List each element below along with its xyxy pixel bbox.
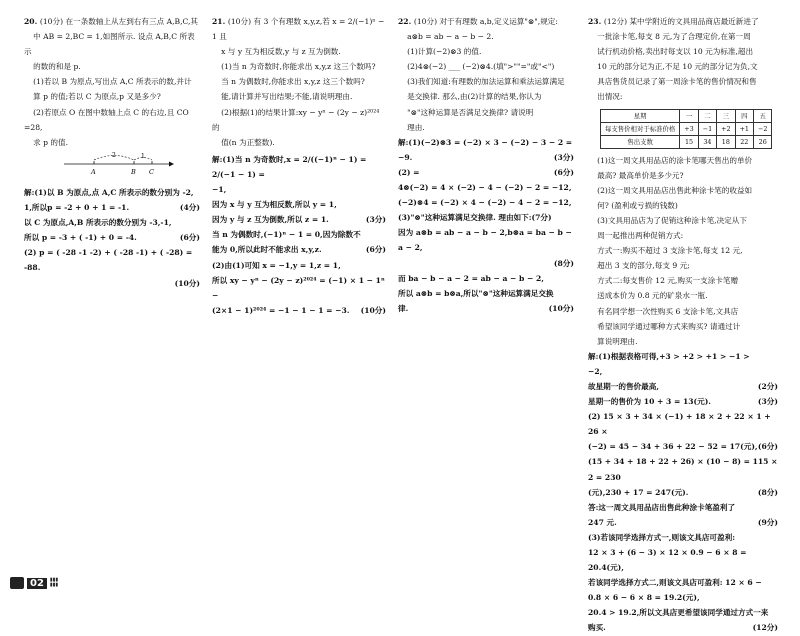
table-cell: 18 — [717, 135, 735, 148]
solution-text: −9. — [398, 152, 413, 162]
solution-text: 解:(1)(−2)⊗3 = (−2) × 3 − (−2) − 3 − 2 = — [398, 137, 573, 147]
question-line: 有名同学想一次性购买 6 支涂卡笔,文具店 — [597, 306, 739, 316]
solution-text: 当 n 为偶数时,(−1)ⁿ − 1 = 0,因为除数不 — [212, 230, 361, 240]
solution-text: (元),230 + 17 = 247(元). — [588, 487, 689, 497]
score-mark: (10分) — [174, 278, 200, 288]
question-21 — [212, 14, 386, 318]
question-21-stem — [212, 14, 386, 150]
table-row — [601, 122, 772, 135]
solution-text: (2) p = ( -28 -1 -2) + ( -28 -1) + ( -28) = -88. — [24, 248, 193, 273]
question-line: 是交换律. 那么,由(2)计算的结果,你认为 — [407, 92, 542, 102]
question-line: x 与 y 互为相反数,y 与 z 互为倒数. — [221, 47, 341, 57]
table-cell: 星期 — [601, 109, 680, 122]
question-line: 能,请计算并写出结果;不能,请说明理由. — [221, 92, 353, 102]
question-22-stem — [398, 14, 574, 135]
solution-text: 12 × 3 + (6 − 3) × 12 × 0.9 − 6 × 8 = 20.4(元), — [588, 548, 747, 573]
score-mark: (6分) — [179, 233, 200, 243]
score-mark: (9分) — [757, 517, 778, 527]
question-line: 当 n 为偶数时,你能求出 x,y,z 这三个数吗? — [221, 77, 365, 87]
table-cell: 一 — [680, 109, 698, 122]
question-line: (3)文具用品店为了促销这种涂卡笔,决定从下 — [597, 215, 747, 225]
solution-line — [588, 590, 778, 605]
question-23-stem — [588, 14, 778, 105]
table-cell: +3 — [680, 122, 698, 135]
solution-line — [212, 182, 386, 197]
score-mark: (3分) — [365, 215, 386, 225]
brand-logo-icon — [10, 577, 24, 589]
table-cell: +2 — [717, 122, 735, 135]
question-23 — [588, 14, 778, 636]
question-line: (2)4⊗(−2) ___ (−2)⊗4.(填">""="或"<") — [407, 62, 555, 72]
question-line: (1)当 n 为奇数时,你能求出 x,y,z 这三个数吗? — [221, 62, 376, 72]
question-line: "⊗"这种运算是否满足交换律? 请说明 — [407, 107, 534, 117]
solution-line — [24, 185, 200, 200]
solution-text: 解:(1)当 n 为奇数时,x = 2/((−1)ⁿ − 1) = 2/(−1 − 1) = — [212, 154, 367, 179]
solution-line — [212, 242, 386, 257]
page-number: 02 — [27, 578, 47, 589]
solution-text: 所以 a⊗b = b⊗a,所以"⊗"这种运算满足交换 — [398, 288, 554, 298]
question-line: 出情况: — [597, 92, 623, 102]
question-line: 算 p 的值;若以 C 为原点,p 又是多少? — [33, 92, 161, 102]
question-line: 理由. — [407, 122, 425, 132]
question-line: (1)若以 B 为原点,写出点 A,C 所表示的数,并计 — [33, 77, 192, 87]
score-mark: (3分) — [757, 397, 778, 407]
score-mark: (10分) — [548, 303, 574, 313]
question-line: 算说明理由. — [597, 336, 638, 346]
table-cell: −2 — [753, 122, 771, 135]
question-line: 希望该同学通过哪种方式来购买? 请通过计 — [597, 321, 741, 331]
table-cell: 每支售价相对于标准价格 — [601, 122, 680, 135]
solution-23 — [588, 349, 778, 636]
solution-text: (3)"⊗"这种运算满足交换律. 理由如下:(7分) — [398, 213, 552, 223]
solution-text: (2) 15 × 3 + 34 × (−1) + 18 × 2 + 22 × 1 + 26 × — [588, 412, 771, 437]
solution-22 — [398, 135, 574, 316]
table-cell: 34 — [698, 135, 716, 148]
question-line: 求 p 的值. — [33, 137, 68, 147]
question-line: (2)若原点 O 在图中数轴上点 C 的右边,且 CO =28, — [24, 107, 189, 132]
solution-line — [398, 256, 574, 271]
solution-line — [24, 200, 200, 215]
solution-line — [588, 394, 778, 409]
solution-line — [588, 545, 778, 575]
solution-line — [588, 439, 778, 454]
question-number: 21. — [212, 17, 228, 26]
solution-line — [24, 276, 200, 291]
score-mark: (6分) — [757, 442, 778, 452]
score-mark: (10分) — [360, 305, 386, 315]
question-line: 送成本价为 0.8 元的矿泉水一瓶. — [597, 291, 708, 301]
score-mark: (4分) — [179, 203, 200, 213]
question-line: 21. (10分) 有 3 个有理数 x,y,z,若 x = 2/(−1)ⁿ − 1 且 — [212, 17, 385, 42]
question-line: 周一起推出两种促销方式: — [597, 231, 684, 241]
score-mark: (6分) — [553, 167, 574, 177]
solution-line — [398, 225, 574, 255]
table-cell: 22 — [735, 135, 753, 148]
solution-text: 购买. — [588, 623, 606, 633]
solution-line — [212, 258, 386, 273]
label-C: C — [149, 167, 154, 176]
solution-line — [588, 454, 778, 484]
question-line: 方式一:购买不超过 3 支涂卡笔,每支 12 元, — [597, 246, 743, 256]
table-cell: 二 — [698, 109, 716, 122]
question-line: 超出 3 支的部分,每支 9 元; — [597, 261, 690, 271]
number-line-diagram — [24, 150, 200, 180]
question-line: 的数的和是 p. — [33, 62, 81, 72]
table-cell: 15 — [680, 135, 698, 148]
solution-line — [398, 195, 574, 210]
score-mark: (2分) — [757, 381, 778, 391]
question-line: (1)计算(−2)⊗3 的值. — [407, 47, 482, 57]
solution-text: (2)由(1)可知 x = −1,y = 1,z = 1, — [212, 260, 341, 270]
solution-line — [212, 303, 386, 318]
solution-text: 而 ba − b − a − 2 = ab − a − b − 2, — [398, 273, 544, 283]
question-line: 10 元的部分记为正,不足 10 元的部分记为负,文 — [597, 62, 758, 72]
solution-line — [588, 379, 778, 394]
solution-line — [212, 152, 386, 182]
solution-text: 4⊗(−2) = 4 × (−2) − 4 − (−2) − 2 = −12, — [398, 183, 572, 193]
solution-text: 故星期一的售价最高, — [588, 381, 659, 391]
number-line-arrow — [169, 161, 174, 166]
solution-line — [24, 230, 200, 245]
sales-table — [600, 109, 772, 149]
question-line: 中 AB = 2,BC = 1,如图所示. 设点 A,B,C 所表示 — [24, 32, 195, 57]
question-line: 何? (盈利或亏损的钱数) — [597, 200, 678, 210]
question-23-parts — [588, 153, 778, 349]
solution-line — [588, 515, 778, 530]
table-cell: 五 — [753, 109, 771, 122]
solution-text: 能为 0,所以此时不能求出 x,y,z. — [212, 245, 322, 255]
question-line: 20. (10分) 在一条数轴上从左到右有三点 A,B,C,其 — [24, 17, 199, 26]
solution-line — [588, 620, 778, 635]
solution-text: 20.4 > 19.2,所以文具店更希望该同学通过方式一来 — [588, 608, 769, 618]
solution-text: 247 元. — [588, 517, 617, 527]
solution-text: 星期一的售价为 10 + 3 = 13(元). — [588, 397, 711, 407]
table-cell: 售出支数 — [601, 135, 680, 148]
solution-text: 因为 a⊗b = ab − a − b − 2,b⊗a = ba − b − a − 2, — [398, 228, 572, 253]
solution-line — [24, 245, 200, 275]
question-line: 最高? 最高单价是多少元? — [597, 170, 684, 180]
solution-text: 解:(1)根据表格可得,+3 > +2 > +1 > −1 > — [588, 351, 750, 361]
solution-text: 1,所以p = -2 + 0 + 1 = -1. — [24, 203, 130, 213]
solution-text: 因为 x 与 y 互为相反数,所以 y = 1, — [212, 200, 337, 210]
solution-line — [212, 197, 386, 212]
question-20 — [24, 14, 200, 291]
solution-text: 0.8 × 6 − 6 × 8 = 19.2(元), — [588, 593, 700, 603]
solution-20 — [24, 185, 200, 291]
solution-text: 以 C 为原点,A,B 所表示的数分别为 -3,-1, — [24, 218, 172, 228]
question-line: 22. (10分) 对于有理数 a,b,定义运算"⊗",规定: — [398, 17, 558, 26]
page-footer — [10, 577, 58, 589]
solution-text: 若该同学选择方式二,则该文具店可盈利: 12 × 6 − — [588, 578, 762, 588]
question-line: (1)这一周文具用品店的涂卡笔哪天售出的单价 — [597, 155, 753, 165]
solution-text: (3)若该同学选择方式一,则该文具店可盈利: — [588, 532, 736, 542]
score-mark: (3分) — [553, 152, 574, 162]
label-B: B — [131, 167, 136, 176]
solution-text: 解:(1)以 B 为原点,点 A,C 所表示的数分别为 -2, — [24, 187, 194, 197]
question-line: 试行机动价格,卖出时每支以 10 元为标准,超出 — [597, 47, 754, 57]
question-20-stem — [24, 14, 200, 150]
solution-line — [398, 271, 574, 286]
table-cell: +1 — [735, 122, 753, 135]
score-mark: (8分) — [553, 258, 574, 268]
question-line: 值(n 为正整数). — [221, 137, 275, 147]
solution-line — [588, 575, 778, 590]
solution-text: 所以 xy − yⁿ − (2y − z)²⁰²⁴ = (−1) × 1 − 1ⁿ − — [212, 275, 385, 300]
solution-line — [398, 150, 574, 165]
solution-line — [212, 227, 386, 242]
table-row — [601, 135, 772, 148]
solution-line — [398, 180, 574, 195]
score-mark: (6分) — [365, 245, 386, 255]
question-number: 23. — [588, 17, 604, 26]
solution-21 — [212, 152, 386, 318]
question-line: (2)这一周文具用品店出售此种涂卡笔的收益如 — [597, 185, 753, 195]
solution-line — [212, 212, 386, 227]
solution-line — [588, 530, 778, 545]
solution-text: (2×1 − 1)²⁰²⁴ = −1 − 1 − 1 = −3. — [212, 305, 350, 315]
solution-line — [24, 215, 200, 230]
solution-text: 因为 y 与 z 互为倒数,所以 z = 1. — [212, 215, 329, 225]
solution-text: (2) = — [398, 167, 420, 177]
solution-line — [398, 165, 574, 180]
solution-line — [398, 301, 574, 316]
question-line: 23. (12分) 某中学附近的文具用品商店最近新进了 — [588, 17, 759, 26]
question-line: a⊗b = ab − a − b − 2. — [407, 32, 494, 42]
solution-text: 答:这一周文具用品店出售此种涂卡笔盈利了 — [588, 502, 736, 512]
question-number: 20. — [24, 17, 40, 26]
seg-AB-length: 2 — [112, 151, 116, 159]
solution-line — [588, 364, 778, 379]
solution-line — [398, 135, 574, 150]
solution-text: −2, — [588, 366, 603, 376]
seg-BC-length: 1 — [141, 152, 145, 160]
solution-line — [398, 286, 574, 301]
question-line: 具店售货员记录了第一周涂卡笔的售价情况和售 — [597, 77, 757, 87]
solution-line — [398, 210, 574, 225]
table-cell: 三 — [717, 109, 735, 122]
table-cell: 四 — [735, 109, 753, 122]
solution-line — [588, 349, 778, 364]
solution-text: (15 + 34 + 18 + 22 + 26) × (10 − 8) = 115 × 2 = 230 — [588, 457, 778, 482]
question-number: 22. — [398, 17, 414, 26]
solution-line — [588, 605, 778, 620]
table-header-row — [601, 109, 772, 122]
solution-line — [212, 273, 386, 303]
table-cell: 26 — [753, 135, 771, 148]
question-22 — [398, 14, 574, 316]
question-line: 一批涂卡笔,每支 8 元,为了合理定价,在第一周 — [597, 32, 751, 42]
question-line: (3)我们知道:有理数的加法运算和乘法运算满足 — [407, 77, 565, 87]
solution-text: (−2)⊗4 = (−2) × 4 − (−2) − 4 − 2 = −12, — [398, 198, 572, 208]
solution-text: (−2) = 45 − 34 + 36 + 22 − 52 = 17(元), — [588, 442, 758, 452]
score-mark: (8分) — [757, 487, 778, 497]
label-A: A — [91, 167, 96, 176]
footer-tag-decoration: ▮▮▮ ▮▮▮ — [49, 577, 59, 588]
solution-line — [588, 485, 778, 500]
question-line: 方式二:每支售价 12 元,购买一支涂卡笔赠 — [597, 276, 739, 286]
table-cell: −1 — [698, 122, 716, 135]
solution-text: −1, — [212, 185, 227, 195]
solution-line — [588, 500, 778, 515]
solution-text: 律. — [398, 303, 409, 313]
solution-line — [588, 409, 778, 439]
question-line: (2)根据(1)的结果计算:xy − yⁿ − (2y − z)²⁰²⁴ 的 — [212, 107, 380, 132]
score-mark: (12分) — [752, 623, 778, 633]
solution-text: 所以 p = -3 + ( -1) + 0 = -4. — [24, 233, 137, 243]
